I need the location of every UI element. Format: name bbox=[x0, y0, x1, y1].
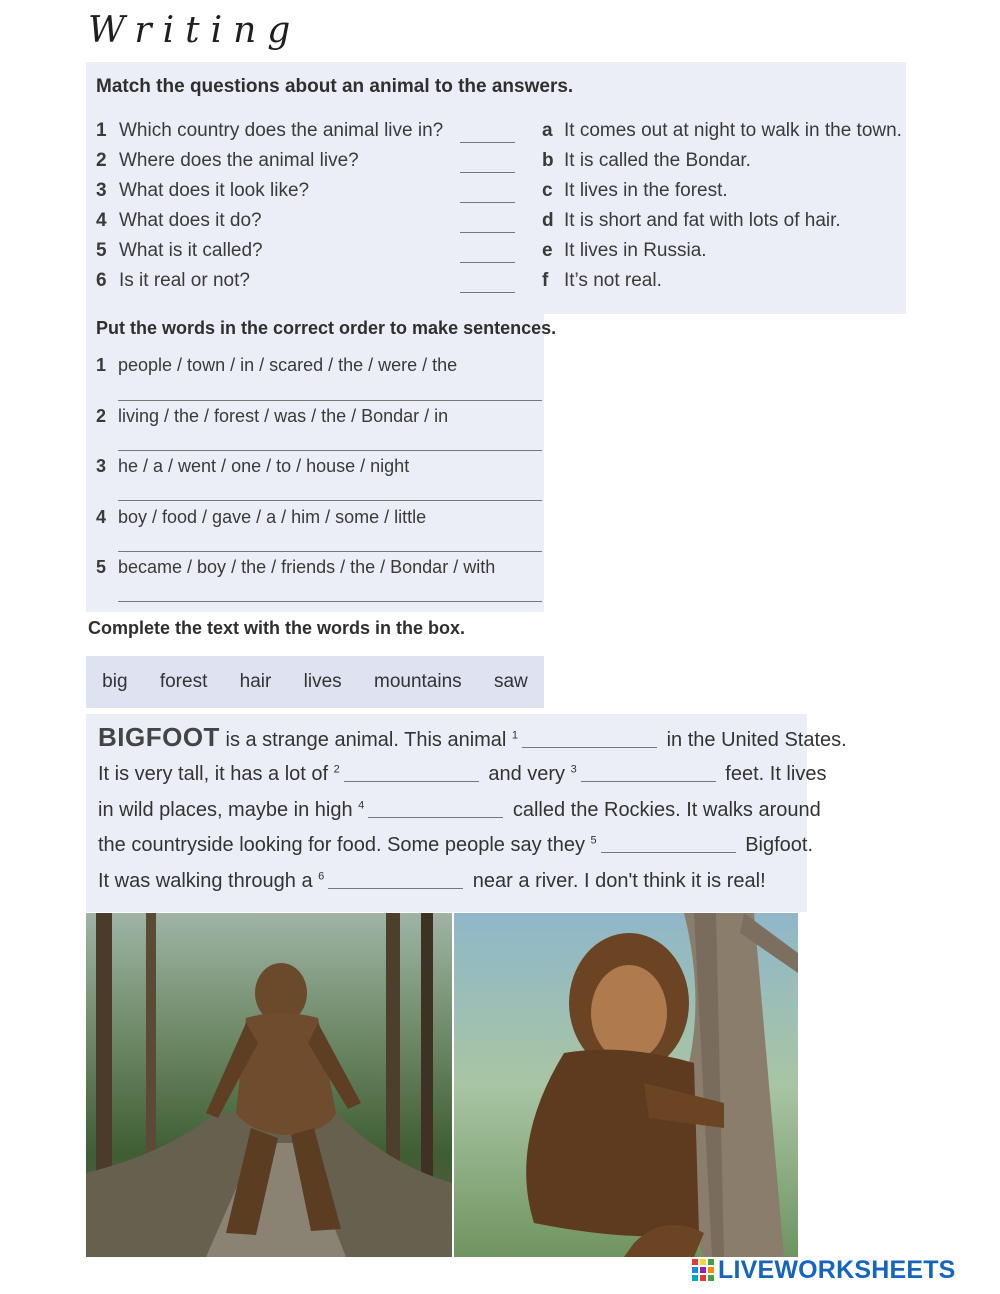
passage-text: in wild places, maybe in high bbox=[98, 799, 359, 821]
gap-blank-6[interactable] bbox=[328, 887, 463, 889]
order-number: 5 bbox=[96, 557, 107, 577]
answer-letter: d bbox=[542, 210, 554, 231]
gap-number: 6 bbox=[318, 870, 325, 883]
answer-letter: c bbox=[542, 180, 553, 201]
answer-letter: e bbox=[542, 240, 553, 261]
question-number: 1 bbox=[96, 120, 107, 141]
sentence-answer-line-2[interactable] bbox=[118, 450, 542, 451]
word-box-item: saw bbox=[493, 671, 528, 692]
gap-blank-3[interactable] bbox=[581, 780, 716, 782]
sentence-answer-line-5[interactable] bbox=[118, 601, 542, 602]
gap-number: 2 bbox=[333, 763, 340, 776]
question-text: What is it called? bbox=[119, 240, 263, 261]
passage-line-1 bbox=[98, 722, 847, 753]
passage-line-2 bbox=[98, 763, 826, 786]
passage-text: It is very tall, it has a lot of bbox=[98, 763, 334, 785]
question-number: 4 bbox=[96, 210, 107, 231]
match-exercise bbox=[86, 62, 906, 314]
order-number: 2 bbox=[96, 406, 107, 426]
logo-text: LIVEWORKSHEETS bbox=[718, 1255, 956, 1284]
answer-letter: b bbox=[542, 150, 554, 171]
order-words: people / town / in / scared / the / were / the bbox=[118, 355, 458, 375]
answer-blank-6[interactable] bbox=[460, 292, 515, 293]
order-words: living / the / forest / was / the / Bondar / in bbox=[118, 406, 449, 426]
question-text: Is it real or not? bbox=[119, 270, 250, 291]
order-number: 3 bbox=[96, 456, 107, 476]
sentence-answer-line-4[interactable] bbox=[118, 551, 542, 552]
answer-text: It lives in Russia. bbox=[564, 240, 707, 261]
gap-blank-4[interactable] bbox=[368, 816, 503, 818]
passage-text: called the Rockies. It walks around bbox=[507, 799, 821, 821]
question-number: 5 bbox=[96, 240, 107, 261]
question-number: 3 bbox=[96, 180, 107, 201]
answer-blank-4[interactable] bbox=[460, 232, 515, 233]
page-title: Writing bbox=[88, 10, 302, 51]
bigfoot-tree-photo bbox=[454, 913, 798, 1257]
word-order-exercise bbox=[86, 314, 557, 612]
word-box-item: mountains bbox=[374, 671, 462, 692]
answer-text: It is called the Bondar. bbox=[564, 150, 751, 171]
match-heading: Match the questions about an animal to the answers. bbox=[96, 76, 574, 97]
passage-text: in the United States. bbox=[661, 729, 847, 751]
order-words: became / boy / the / friends / the / Bondar / with bbox=[118, 557, 496, 577]
bigfoot-title: BIGFOOT bbox=[98, 722, 220, 752]
word-box-item: hair bbox=[239, 671, 272, 692]
order-words: boy / food / gave / a / him / some / little bbox=[118, 507, 427, 527]
order-number: 1 bbox=[96, 355, 107, 375]
question-text: What does it look like? bbox=[119, 180, 310, 201]
answer-letter: f bbox=[542, 270, 549, 291]
answer-text: It comes out at night to walk in the town. bbox=[564, 120, 902, 141]
passage-line-4 bbox=[98, 834, 813, 857]
question-text: What does it do? bbox=[119, 210, 262, 231]
passage-line-3 bbox=[98, 799, 821, 822]
bigfoot-passage bbox=[86, 714, 847, 912]
passage-text: feet. It lives bbox=[719, 763, 827, 785]
gap-number: 3 bbox=[570, 763, 577, 776]
gap-number: 4 bbox=[358, 799, 365, 812]
passage-text: near a river. I don't think it is real! bbox=[467, 870, 766, 892]
question-number: 6 bbox=[96, 270, 107, 291]
order-words: he / a / went / one / to / house / night bbox=[118, 456, 410, 476]
liveworksheets-logo-icon bbox=[692, 1259, 714, 1281]
passage-text: is a strange animal. This animal bbox=[219, 729, 512, 751]
answer-blank-1[interactable] bbox=[460, 142, 515, 143]
gap-number: 5 bbox=[590, 834, 597, 847]
gap-blank-1[interactable] bbox=[522, 746, 657, 748]
gap-number: 1 bbox=[511, 729, 519, 742]
liveworksheets-logo[interactable] bbox=[692, 1256, 956, 1284]
passage-text: Bigfoot. bbox=[739, 834, 814, 856]
bigfoot-forest-photo bbox=[86, 913, 452, 1257]
word-box-item: forest bbox=[159, 671, 208, 692]
word-box-item: lives bbox=[303, 671, 342, 692]
question-text: Where does the animal live? bbox=[119, 150, 359, 171]
answer-blank-3[interactable] bbox=[460, 202, 515, 203]
answer-blank-2[interactable] bbox=[460, 172, 515, 173]
passage-text: It was walking through a bbox=[98, 870, 319, 892]
gap-blank-5[interactable] bbox=[601, 851, 736, 853]
order-number: 4 bbox=[96, 507, 107, 527]
answer-text: It lives in the forest. bbox=[564, 180, 728, 201]
order-heading: Put the words in the correct order to make sentences. bbox=[96, 318, 557, 338]
sentence-answer-line-3[interactable] bbox=[118, 500, 542, 501]
passage-text: and very bbox=[482, 763, 571, 785]
answer-letter: a bbox=[542, 120, 553, 141]
passage-line-5 bbox=[98, 870, 766, 893]
passage-text: the countryside looking for food. Some people say they bbox=[98, 834, 591, 856]
answer-text: It is short and fat with lots of hair. bbox=[564, 210, 841, 231]
word-box bbox=[86, 656, 544, 708]
question-text: Which country does the animal live in? bbox=[119, 120, 444, 141]
complete-text-exercise bbox=[86, 612, 544, 708]
gap-blank-2[interactable] bbox=[344, 780, 479, 782]
complete-heading: Complete the text with the words in the box. bbox=[88, 618, 466, 638]
answer-text: It’s not real. bbox=[564, 270, 662, 291]
question-number: 2 bbox=[96, 150, 107, 171]
sentence-answer-line-1[interactable] bbox=[118, 400, 542, 401]
answer-blank-5[interactable] bbox=[460, 262, 515, 263]
word-box-item: big bbox=[102, 671, 128, 692]
